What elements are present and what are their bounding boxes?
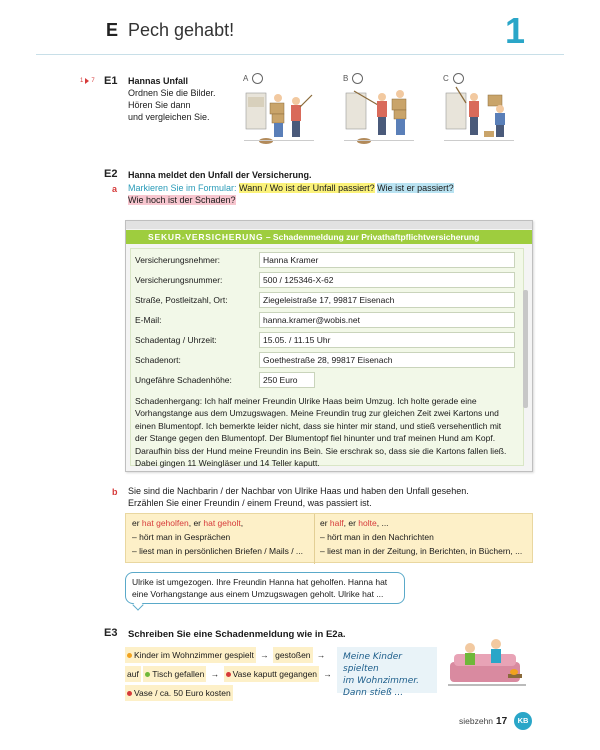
page-footer: [459, 716, 507, 727]
insurance-form-window: [125, 220, 533, 472]
bubble-line-2: eine Vorhangstange aus einem Umzugswagen geholt. Ulrike hat ...: [132, 589, 384, 599]
form-subtitle: – Schadenmeldung zur Privathaftpflichtversicherung: [263, 232, 480, 242]
illustration-b: [344, 85, 414, 147]
question-damage: Wie hoch ist der Schaden?: [128, 195, 236, 205]
section-title: Pech gehabt!: [128, 20, 235, 40]
sofa-illustration: [448, 632, 526, 694]
grammar-verb: hat geholfen: [141, 518, 189, 528]
grammar-text: , er: [343, 518, 359, 528]
chapter-number: 1: [505, 10, 526, 51]
arrow-right-icon: →: [210, 669, 220, 679]
option-b[interactable]: [343, 73, 363, 84]
field-label: Schadenort:: [135, 355, 181, 365]
grammar-usage-4: – liest man in der Zeitung, in Berichten, in Büchern, ...: [320, 546, 523, 556]
field-label: Versicherungsnummer:: [135, 275, 223, 285]
cue-chip: [125, 666, 141, 682]
play-icon: [85, 78, 89, 84]
field-label: Ungefähre Schadenhöhe:: [135, 375, 232, 385]
grammar-preterite-column: [320, 516, 522, 558]
grammar-text: , er: [188, 518, 204, 528]
cue-text: auf: [127, 669, 139, 679]
form-scrollbar[interactable]: [523, 290, 528, 408]
exercise-label-e3: E3: [104, 627, 118, 639]
illustration-a: [244, 85, 314, 147]
policy-number-field[interactable]: 500 / 125346-X-62: [259, 272, 515, 288]
subtask-a-label: a: [112, 184, 118, 194]
header-divider: [36, 54, 564, 55]
green-dot-icon: [145, 672, 150, 677]
option-a-letter: A: [243, 74, 249, 83]
e2a-instruction: [128, 182, 498, 206]
form-row: [131, 251, 525, 269]
grammar-verb: holte: [358, 518, 377, 528]
audio-track-marker: [80, 78, 95, 84]
grammar-text: er: [320, 518, 330, 528]
exercise-label-e2: E2: [104, 168, 118, 180]
question-how: Wie ist er passiert?: [377, 183, 454, 193]
hand-line-1: Meine Kinder spielten: [343, 652, 402, 674]
red-dot-icon: [127, 691, 132, 696]
cue-chip: [273, 647, 312, 663]
bubble-line-1: Ulrike ist umgezogen. Ihre Freundin Hanna hat geholfen. Hanna hat: [132, 577, 388, 587]
arrow-right-icon: →: [260, 650, 269, 660]
e3-cue-chain: [125, 647, 334, 701]
form-body: [130, 248, 524, 469]
option-c[interactable]: [443, 73, 464, 84]
kb-badge: KB: [514, 712, 532, 730]
option-c-radio[interactable]: [453, 73, 464, 84]
address-field[interactable]: Ziegeleistraße 17, 99817 Eisenach: [259, 292, 515, 308]
subtask-b-label: b: [112, 487, 118, 497]
field-label: E-Mail:: [135, 315, 162, 325]
field-label: Schadentag / Uhrzeit:: [135, 335, 217, 345]
form-row: [131, 371, 525, 389]
cue-text: Vase kaputt gegangen: [232, 669, 318, 679]
hand-line-2: im Wohnzimmer.: [343, 676, 419, 686]
cue-text: Vase / ca. 50 Euro kosten: [134, 688, 231, 698]
b-instruction-line-2: Erzählen Sie einer Freundin / einem Freund, was passiert ist.: [128, 498, 372, 508]
damage-location-field[interactable]: Goethestraße 28, 99817 Eisenach: [259, 352, 515, 368]
e1-title: Hannas Unfall: [128, 76, 189, 86]
grammar-usage-2: – liest man in persönlichen Briefen / Mails / ...: [132, 546, 304, 556]
option-b-radio[interactable]: [352, 73, 363, 84]
cue-text: gestoßen: [275, 650, 311, 660]
track-chapter: 1: [80, 78, 84, 84]
cue-text: Kinder im Wohnzimmer gespielt: [134, 650, 254, 660]
e1-instruction-1: Ordnen Sie die Bilder.: [128, 88, 216, 98]
grammar-verb: half: [329, 518, 344, 528]
e2-title: Hanna meldet den Unfall der Versicherung.: [128, 170, 312, 180]
e2a-lead: Markieren Sie im Formular:: [128, 183, 237, 193]
form-header: [126, 230, 532, 244]
damage-description[interactable]: Schadenhergang: Ich half meiner Freundin Ulrike Haas beim Umzug. Ich holte gerade eine Vorhangstange aus dem Umzugswagen. Meine Freundin trug zur gleichen Zeit zwei Kartons und einen Blumentopf. Ich bemerkte leider nicht, dass sie hinter mir stand, und stieß versehentlich mit der Stange gegen den Blumentopf. Der Blumentopf fiel hinunter und traf meinen Hund am Kopf. Daraufhin biss der Hund meine Freundin ins Bein. Sie erschrak so, dass sie die Kartons fallen ließ. Dabei gingen 11 Weingläser und 14 Teller kaputt.: [135, 396, 507, 469]
grammar-text: , ...: [376, 518, 389, 528]
e1-instruction-2: Hören Sie dann: [128, 100, 191, 110]
illustration-c: [444, 85, 514, 147]
cue-chip: [125, 685, 233, 701]
speech-bubble: [125, 572, 405, 604]
grammar-usage-3: – hört man in den Nachrichten: [320, 532, 434, 542]
form-row: [131, 331, 525, 349]
cue-chip: [125, 647, 256, 663]
grammar-perfect-column: [132, 516, 303, 558]
form-row: [131, 311, 525, 329]
b-instruction-line-1: Sie sind die Nachbarin / der Nachbar von Ulrike Haas und haben den Unfall gesehen.: [128, 486, 469, 496]
e1-instruction-3: und vergleichen Sie.: [128, 112, 210, 122]
section-letter: E: [106, 20, 119, 40]
e3-title: Schreiben Sie eine Schadenmeldung wie in E2a.: [128, 629, 346, 640]
field-label: Versicherungsnehmer:: [135, 255, 221, 265]
option-c-letter: C: [443, 74, 449, 83]
form-row: [131, 291, 525, 309]
form-row: [131, 271, 525, 289]
grammar-text: er: [132, 518, 142, 528]
option-a-radio[interactable]: [252, 73, 263, 84]
damage-amount-field[interactable]: 250 Euro: [259, 372, 315, 388]
option-a[interactable]: [243, 73, 263, 84]
form-row: [131, 351, 525, 369]
cue-chip: [224, 666, 319, 682]
hand-line-3: Dann stieß ...: [343, 688, 404, 698]
page-word: siebzehn: [459, 716, 494, 726]
grammar-text: ,: [240, 518, 244, 528]
policyholder-field[interactable]: Hanna Kramer: [259, 252, 515, 268]
track-number: 7: [91, 78, 95, 84]
insurer-brand: SEKUR-VERSICHERUNG: [148, 232, 264, 242]
grammar-divider: [314, 514, 315, 564]
grammar-usage-1: – hört man in Gesprächen: [132, 532, 231, 542]
handwritten-example: [337, 647, 437, 698]
damage-date-field[interactable]: 15.05. / 11.15 Uhr: [259, 332, 515, 348]
page-number: 17: [496, 716, 508, 727]
grammar-verb: hat geholt: [203, 518, 241, 528]
question-when-where: Wann / Wo ist der Unfall passiert?: [239, 183, 375, 193]
email-field[interactable]: hanna.kramer@wobis.net: [259, 312, 515, 328]
e1-instructions: [128, 75, 240, 123]
cue-text: Tisch gefallen: [152, 669, 205, 679]
arrow-right-icon: →: [316, 650, 326, 660]
grammar-box: [125, 513, 533, 563]
option-b-letter: B: [343, 74, 349, 83]
red-dot-icon: [226, 672, 231, 677]
arrow-right-icon: →: [323, 669, 332, 679]
b-instruction: [128, 485, 508, 509]
orange-dot-icon: [127, 653, 132, 658]
field-label: Straße, Postleitzahl, Ort:: [135, 295, 228, 305]
form-titlebar: [126, 221, 532, 229]
cue-chip: [143, 666, 206, 682]
exercise-label-e1: E1: [104, 75, 118, 87]
